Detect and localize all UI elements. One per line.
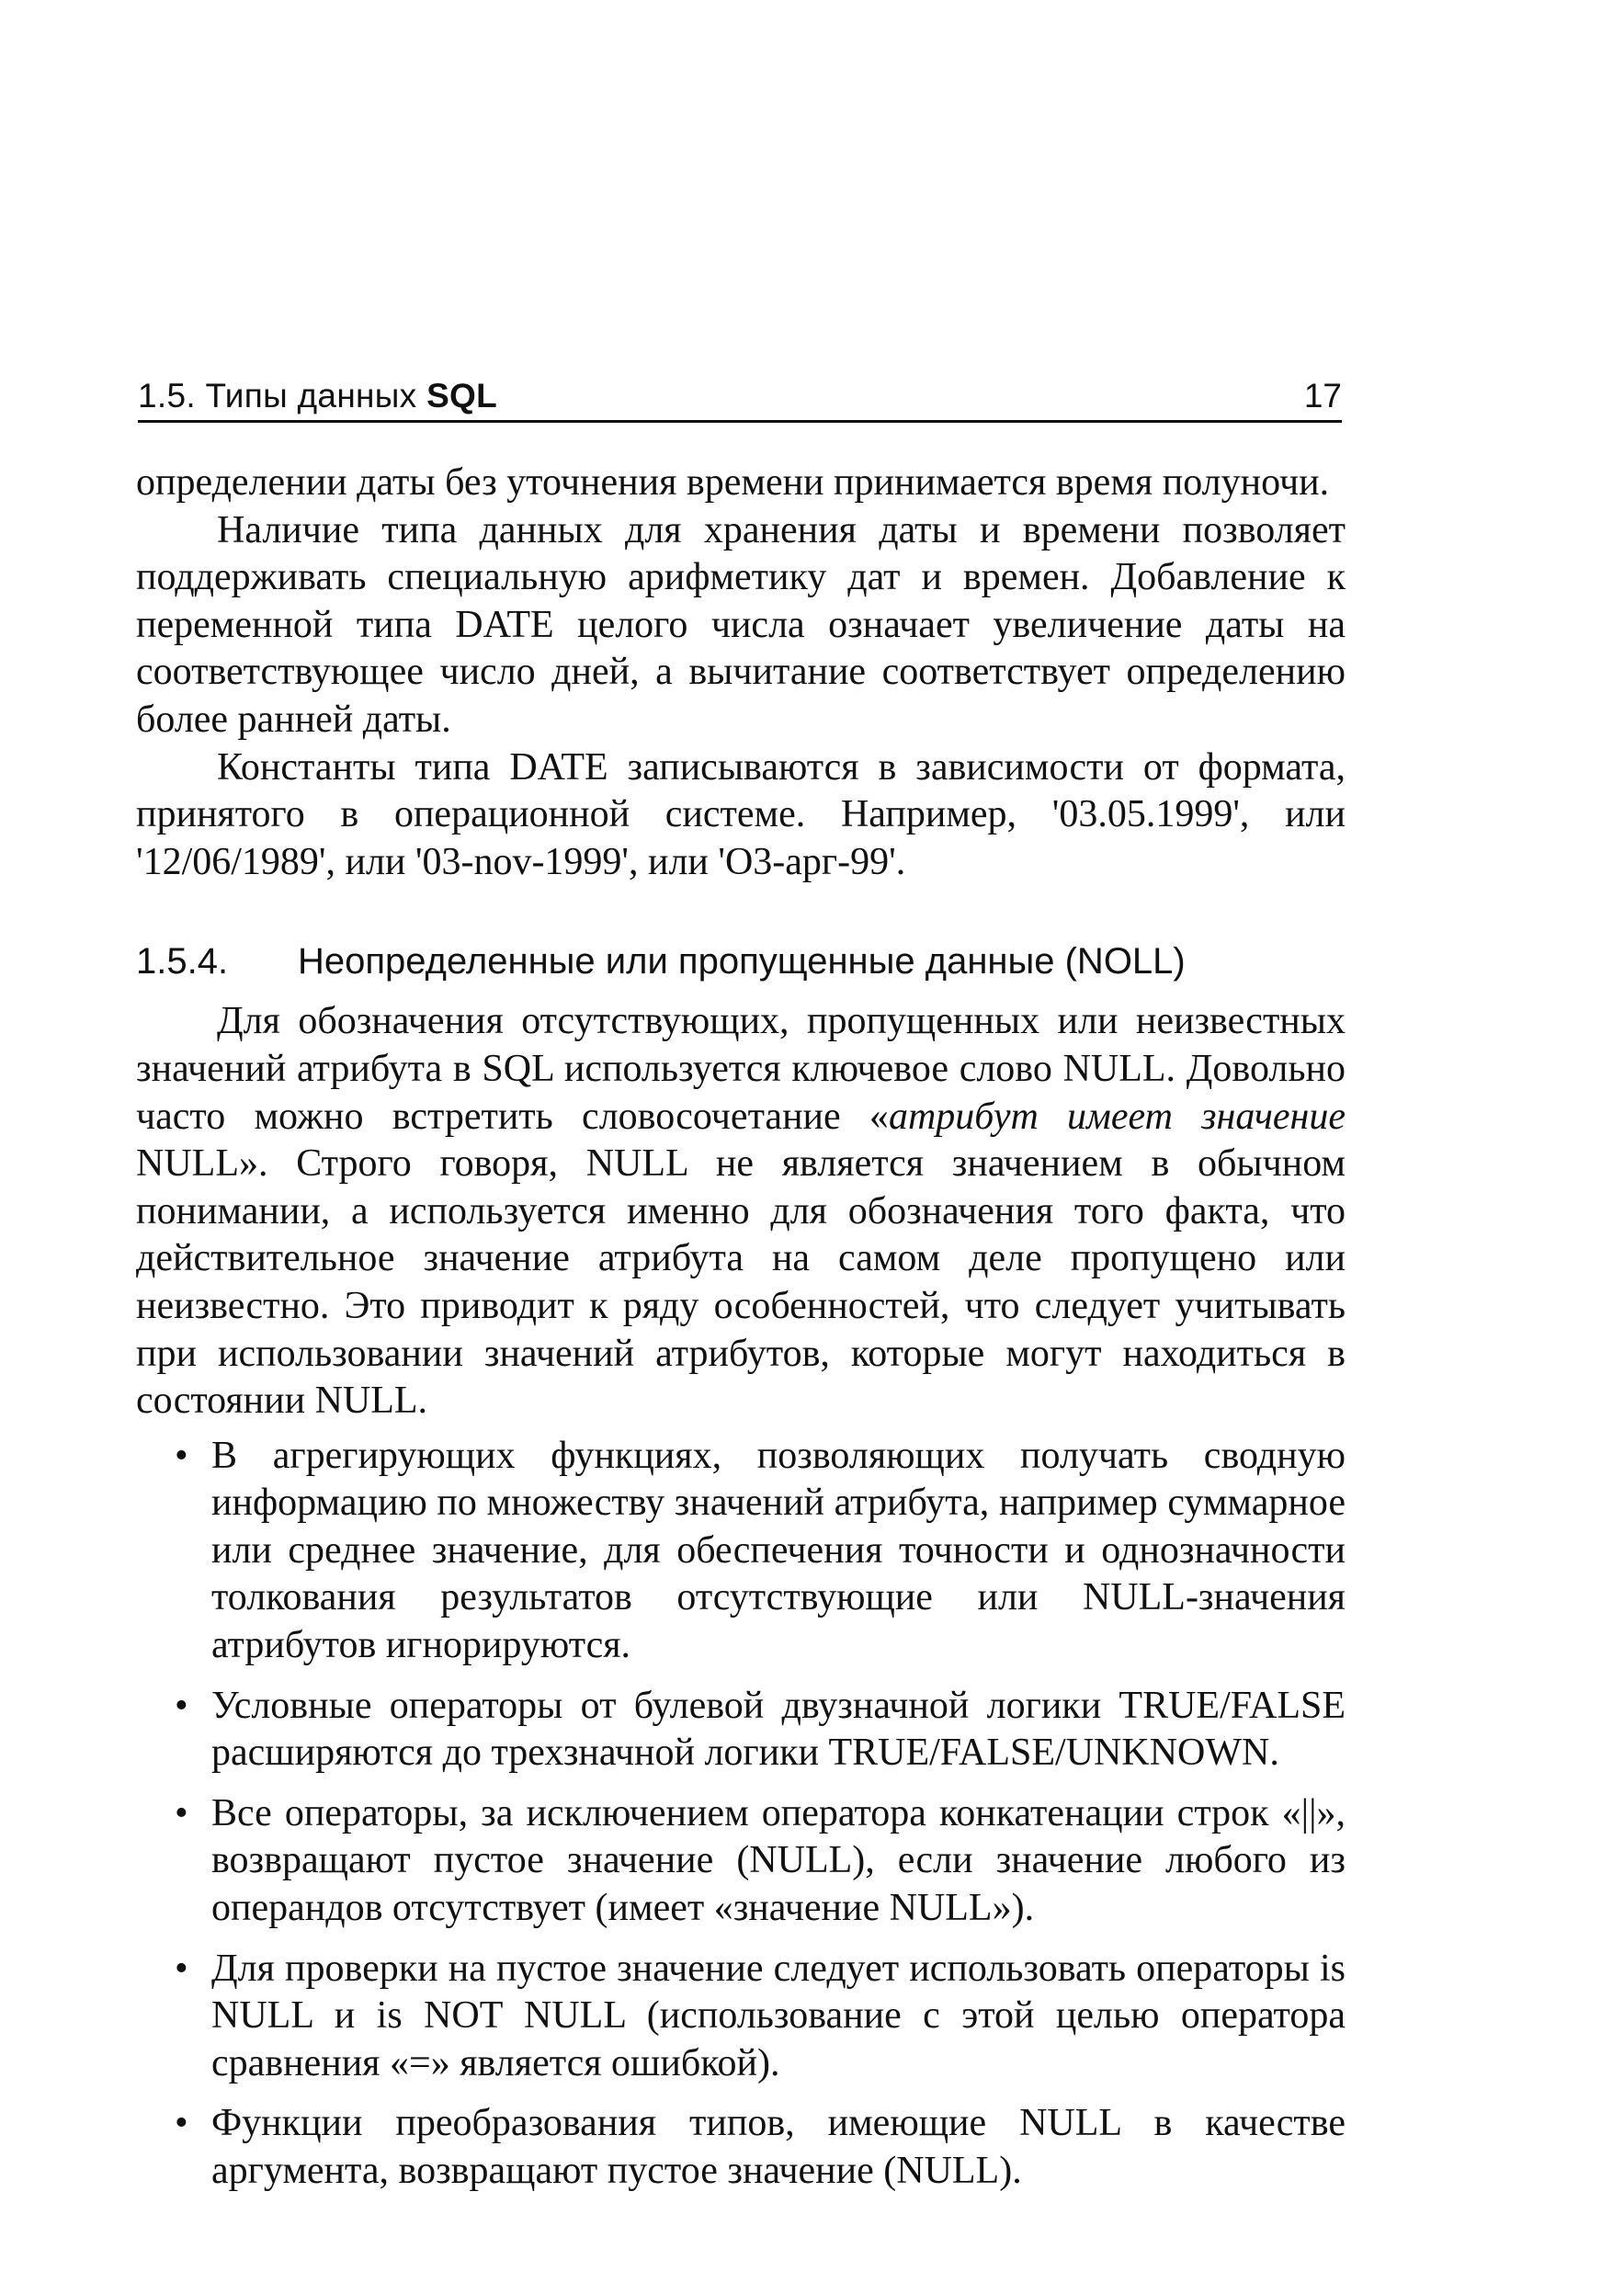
section-title: Неопределенные или пропущенные данные (NOLL) (298, 941, 1186, 982)
bullet-marker: • (175, 1947, 188, 1990)
running-header-section: 1.5. Типы данных (138, 377, 417, 415)
running-header (138, 372, 1342, 423)
bullet-marker: • (175, 1791, 188, 1834)
list-item-text: Функции преобразования типов, имеющие NULL в качестве аргумента, возвращают пустое значение (NULL). (211, 2102, 1346, 2192)
null-rules-list (136, 1433, 1346, 2196)
section-heading (136, 937, 1346, 985)
list-item-text: Условные операторы от булевой двузначной логики TRUE/FALSE расширяются до трехзначной логики TRUE/FALSE/UNKNOWN. (211, 1684, 1346, 1775)
paragraph-continuation: определении даты без уточнения времени принимается время полуночи. (136, 461, 1330, 504)
list-item (136, 1790, 1346, 1933)
paragraph-date-arithmetic: Наличие типа данных для хранения даты и времени позволяет поддерживать специальную арифметику дат и времен. Добавление к переменной типа DATE целого числа означает увеличение даты на соответствующее число дней, а вычитание соответствует определению более ранней даты. (136, 508, 1346, 741)
list-item (136, 2100, 1346, 2195)
bullet-marker: • (175, 1434, 188, 1477)
list-item-text: В агрегирующих функциях, позволяющих получать сводную информацию по множеству значений атрибута, например суммарное или среднее значение, для обеспечения точности и однозначности толкования результатов отсутствующие или NULL-значения атрибутов игнорируются. (211, 1434, 1346, 1667)
paragraph-null-intro (136, 998, 1346, 1425)
bullet-marker: • (175, 2102, 188, 2145)
intro-text-start: Для обозначения отсутствующих, пропущенных или неизвестных значений атрибута в SQL используется ключевое слово NULL. Довольно часто можно встретить словосочетание « (136, 1000, 1346, 1138)
page-body (136, 460, 1346, 2209)
list-item (136, 1683, 1346, 1777)
running-header-title (138, 372, 497, 420)
page-number: 17 (1303, 377, 1342, 415)
list-item-text: Для проверки на пустое значение следует использовать операторы is NULL и is NOT NULL (использование с этой целью оператора сравнения «=» является ошибкой). (211, 1947, 1346, 2084)
intro-italic-term: атрибут имеет значение (888, 1095, 1346, 1138)
intro-text-end: NULL». Строго говоря, NULL не является значением в обычном понимании, а используется именно для обозначения того факта, что действительное значение атрибута на самом деле пропущено или неизвестно. Это приводит к ряду особенностей, что следует учитывать при использовании значений атрибутов, которые могут находиться в состоянии NULL. (136, 1142, 1346, 1423)
list-item (136, 1433, 1346, 1670)
running-header-sql: SQL (426, 377, 498, 415)
list-item-text: Все операторы, за исключением оператора конкатенации строк «||», возвращают пустое значение (NULL), если значение любого из операндов отсутствует (имеет «значение NULL»). (211, 1791, 1346, 1930)
list-item (136, 1946, 1346, 2088)
section-number: 1.5.4. (136, 941, 229, 982)
bullet-marker: • (175, 1684, 188, 1727)
paragraph-date-constants: Константы типа DATE записываются в зависимости от формата, принятого в операционной системе. Например, '03.05.1999', или '12/06/1989', или '03-nov-1999', или 'О3-арг-99'. (136, 745, 1346, 883)
